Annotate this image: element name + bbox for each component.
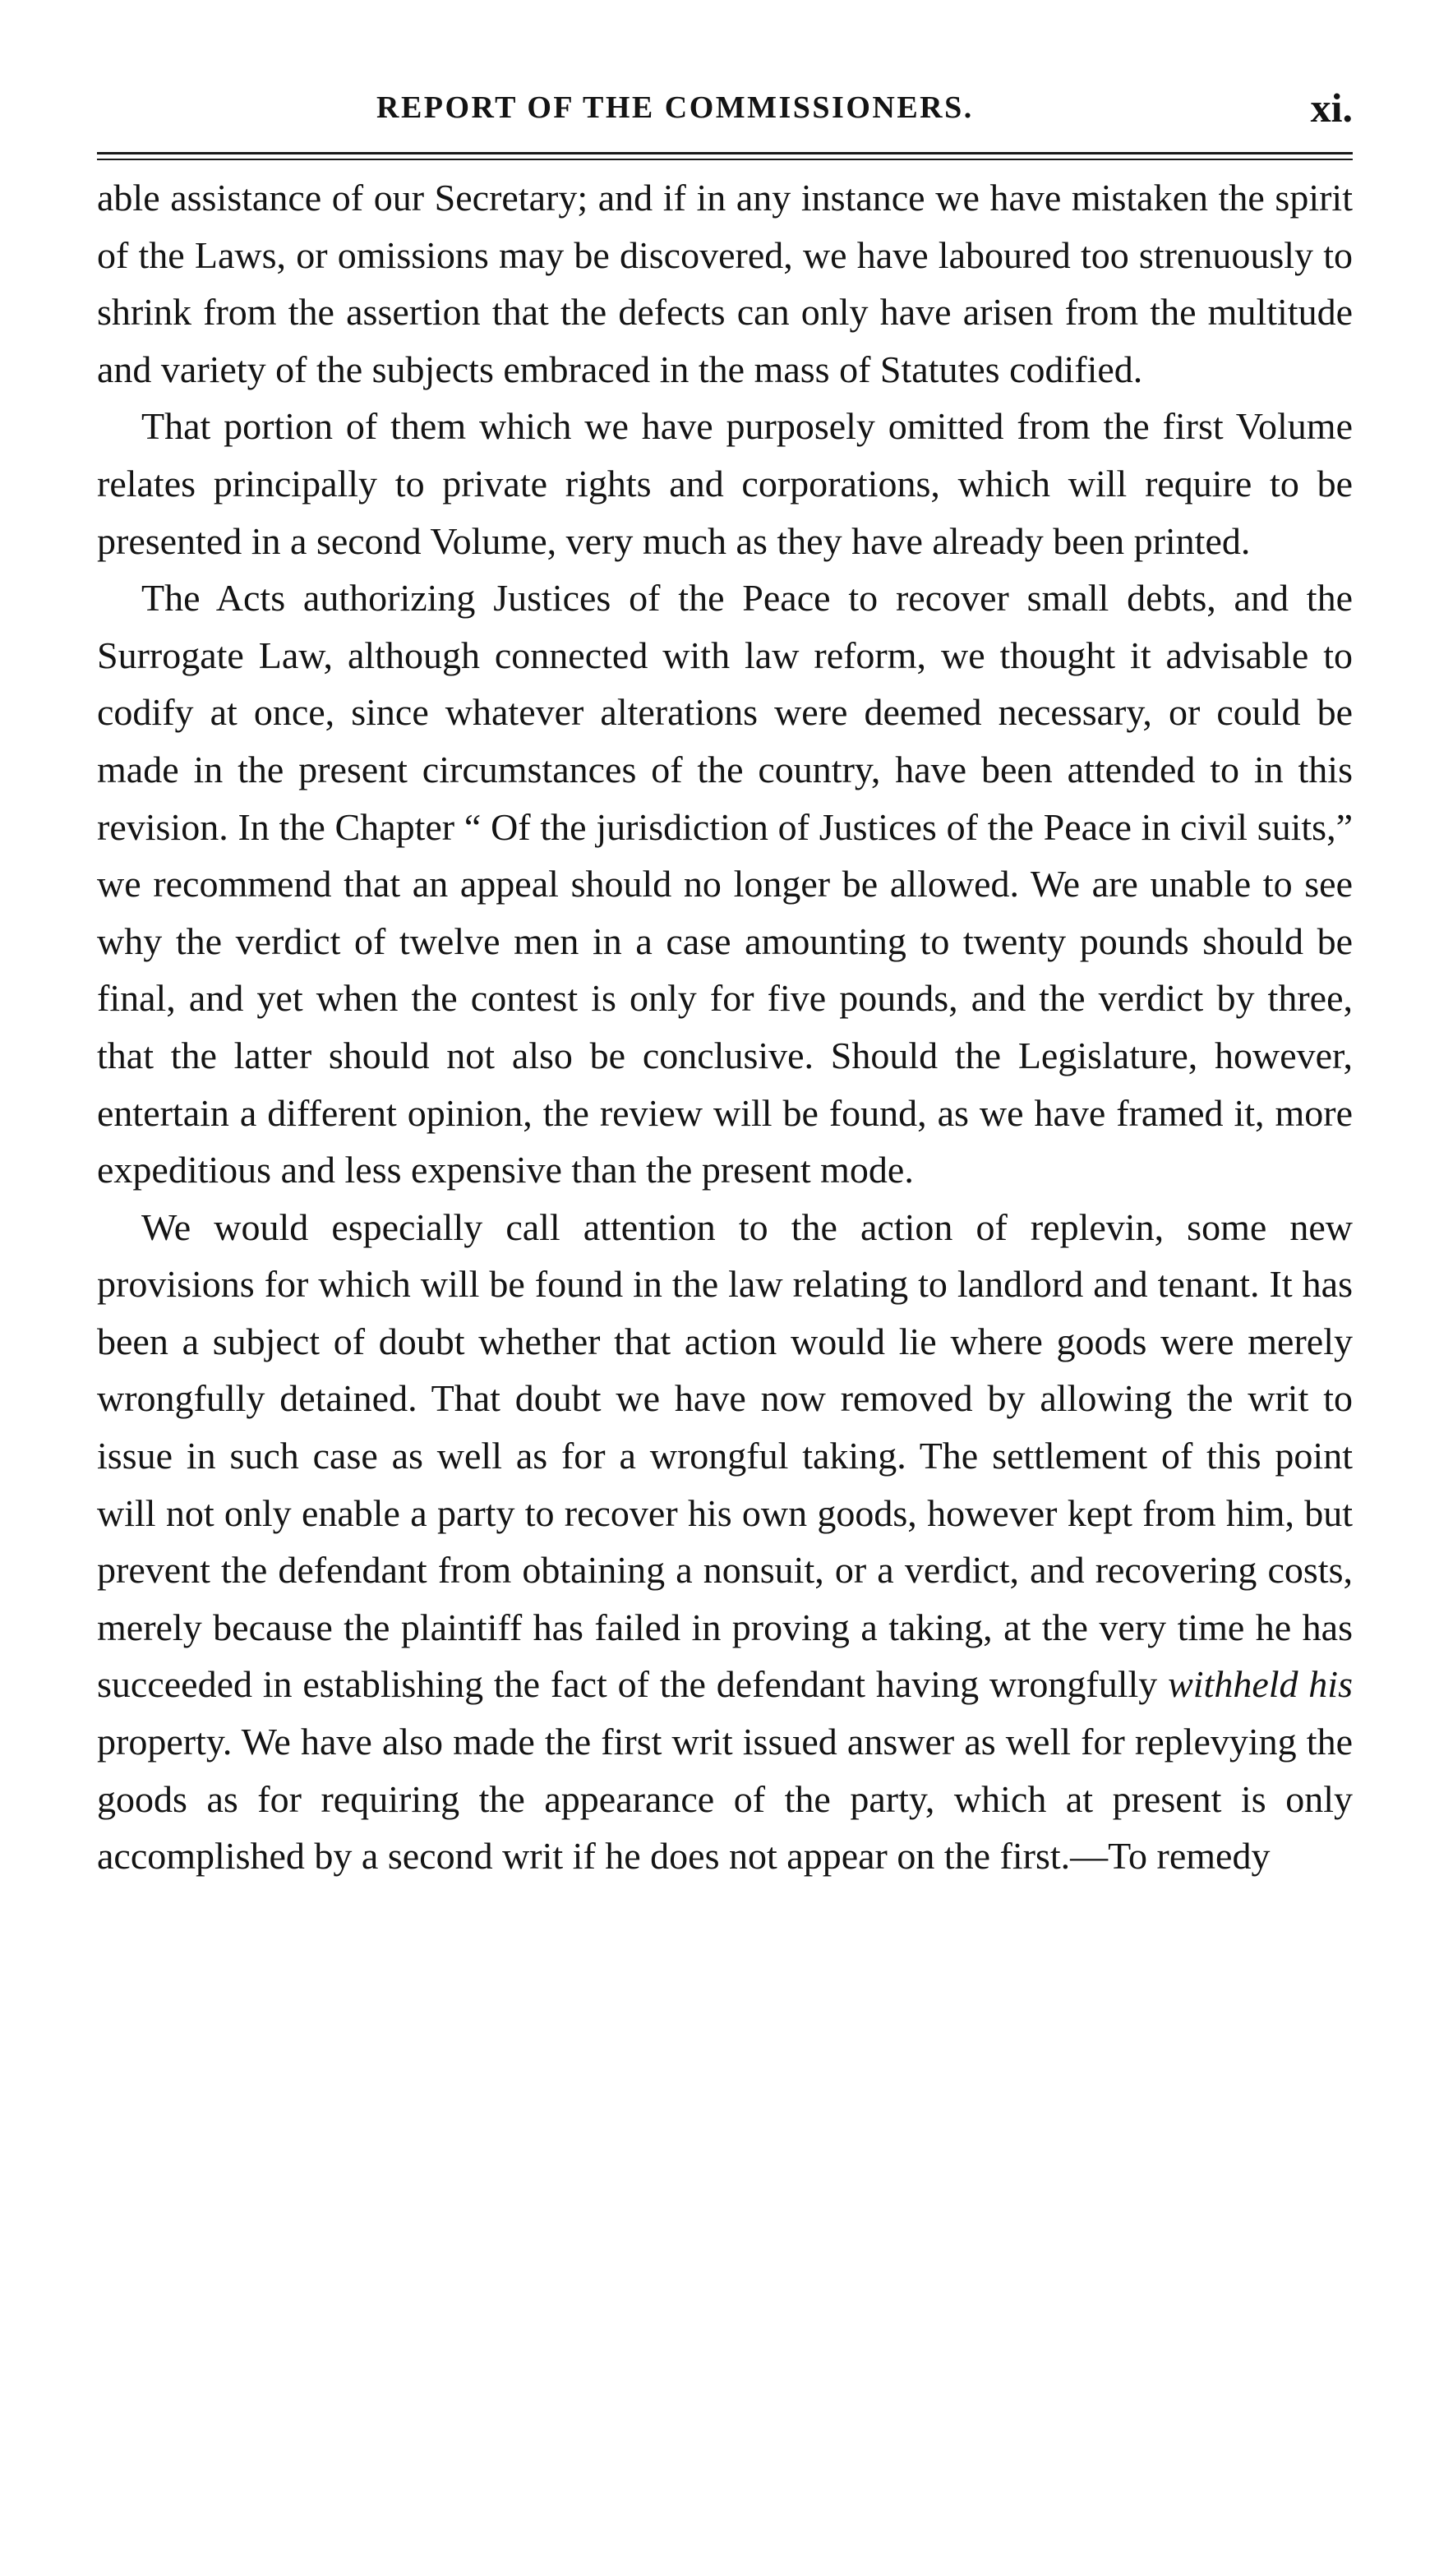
paragraph-omitted-statutes: That portion of them which we have purposely omitted from the first Volume relates principally to private rights and corporations, which will require to be presented in a second Volume, very much as they have already been printed. [97, 405, 1353, 562]
replevin-emphasis: withheld his [1168, 1663, 1353, 1706]
body-text [97, 169, 1353, 1885]
replevin-text-after: property. We have also made the first writ issued answer as well for replevying the goods as for requiring the appearance of the party, which at present is only accomplished by a second writ if he does not appear on the first.—To remedy [97, 1721, 1353, 1878]
paragraph-continuation: able assistance of our Secretary; and if in any instance we have mistaken the spirit of the Laws, or omissions may be discovered, we have laboured too strenuously to shrink from the assertion that the defects can only have arisen from the multitude and variety of the subjects embraced in the mass of Statutes codified. [97, 177, 1353, 390]
header-rule-bottom [97, 159, 1353, 160]
running-header [97, 79, 1353, 136]
page-number: xi. [1310, 85, 1353, 131]
replevin-text-before: We would especially call attention to the action of replevin, some new provisions for which will be found in the law relating to landlord and tenant. It has been a subject of doubt whether that action would lie where goods were merely wrongfully detained. That doubt we have now removed by allowing the writ to issue in such case as well as for a wrongful taking. The settlement of this point will not only enable a party to recover his own goods, however kept from him, but prevent the defendant from obtaining a nonsuit, or a verdict, and recovering costs, merely because the plaintiff has failed in proving a taking, at the very time he has succeeded in establishing the fact of the defendant having wrongfully [97, 1205, 1353, 1706]
running-title: REPORT OF THE COMMISSIONERS. [376, 90, 974, 125]
paragraph-replevin [97, 1199, 1353, 1885]
paragraph-justices-of-peace: The Acts authorizing Justices of the Peace to recover small debts, and the Surrogate Law, although connected with law reform, we thought it advisable to codify at once, since whatever alterations were deemed necessary, or could be made in the present circumstances of the country, have been attended to in this revision. In the Chapter “ Of the jurisdiction of Justices of the Peace in civil suits,” we recommend that an appeal should no longer be allowed. We are unable to see why the verdict of twelve men in a case amounting to twenty pounds should be final, and yet when the contest is only for five pounds, and the verdict by three, that the latter should not also be conclusive. Should the Legislature, however, entertain a different opinion, the review will be found, as we have framed it, more expeditious and less expensive than the present mode. [97, 577, 1353, 1191]
header-rule-top [97, 152, 1353, 154]
